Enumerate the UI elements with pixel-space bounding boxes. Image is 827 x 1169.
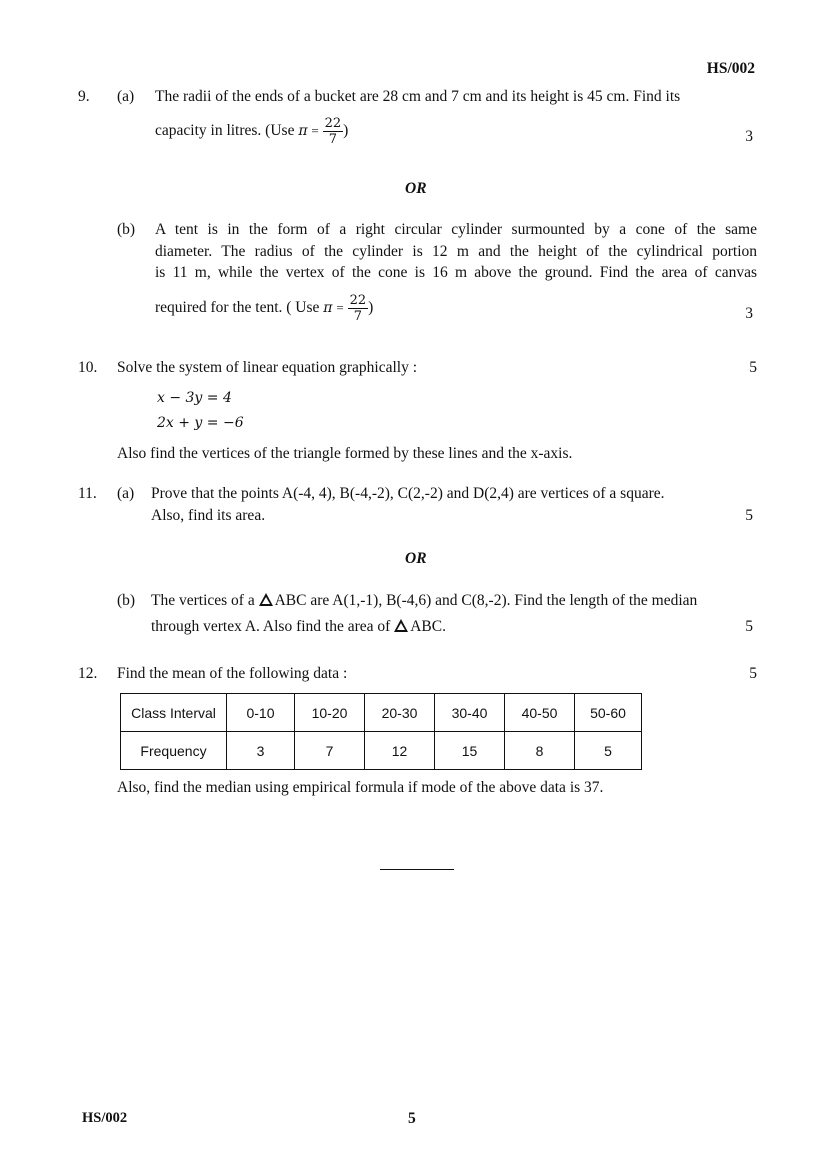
q11b-line2-post: ABC. — [410, 618, 446, 635]
table-cell: 20-30 — [365, 694, 435, 732]
marks: 5 — [745, 507, 753, 524]
triangle-icon — [394, 619, 408, 632]
or-separator: OR — [405, 180, 427, 197]
q9a-line2 — [155, 116, 348, 147]
q11b-line1-pre: The vertices of a — [151, 592, 255, 609]
equation-1: x − 3y = 4 — [157, 390, 232, 406]
q12-followup: Also, find the median using empirical formula if mode of the above data is 37. — [117, 779, 604, 796]
table-cell: 3 — [227, 732, 295, 770]
marks: 5 — [749, 665, 757, 682]
question-number: 9. — [78, 88, 90, 105]
q9b-line4 — [155, 293, 373, 324]
q10-text: Solve the system of linear equation graphically : — [117, 359, 418, 376]
q9b-line2: diameter. The radius of the cylinder is 12 m and the height of the cylindrical portion — [155, 243, 757, 260]
close-paren: ) — [368, 299, 374, 317]
header-code: HS/002 — [706, 60, 755, 77]
table-cell: 7 — [295, 732, 365, 770]
frequency-table — [120, 693, 642, 770]
fraction-22-7 — [348, 293, 369, 324]
fraction-22-7 — [323, 116, 344, 147]
part-label: (a) — [117, 485, 135, 502]
q11a-line1: Prove that the points A(-4, 4), B(-4,-2), C(2,-2) and D(2,4) are vertices of a square. — [151, 485, 665, 502]
equation-2: 2x + y = −6 — [157, 415, 244, 431]
q9b-text: required for the tent. ( Use — [155, 299, 320, 317]
table-row — [121, 732, 642, 770]
marks: 3 — [745, 305, 753, 322]
q12-text: Find the mean of the following data : — [117, 665, 348, 682]
fraction-numerator: 22 — [324, 116, 342, 131]
pi-symbol: π — [323, 300, 333, 317]
table-cell: 5 — [575, 732, 642, 770]
question-number: 10. — [78, 359, 98, 376]
marks: 3 — [745, 128, 753, 145]
marks: 5 — [745, 618, 753, 635]
q11b-line1 — [151, 592, 697, 610]
footer-code: HS/002 — [82, 1110, 128, 1126]
fraction-numerator: 22 — [349, 293, 367, 308]
question-number: 12. — [78, 665, 98, 682]
table-cell: Frequency — [121, 732, 227, 770]
question-number: 11. — [78, 485, 97, 502]
q11b-line2 — [151, 618, 446, 636]
table-cell: 0-10 — [227, 694, 295, 732]
fraction-denominator: 7 — [353, 309, 362, 324]
table-cell: 30-40 — [435, 694, 505, 732]
table-cell: 50-60 — [575, 694, 642, 732]
page-number: 5 — [408, 1110, 416, 1127]
table-cell: 40-50 — [505, 694, 575, 732]
part-label: (a) — [117, 88, 135, 105]
q11a-line2: Also, find its area. — [151, 507, 266, 524]
q10-followup: Also find the vertices of the triangle formed by these lines and the x-axis. — [117, 445, 573, 462]
q9b-line1: A tent is in the form of a right circular cylinder surmounted by a cone of the same — [155, 221, 757, 238]
pi-symbol: π — [298, 123, 308, 140]
equals-sign: = — [336, 300, 344, 316]
q9a-line1: The radii of the ends of a bucket are 28 cm and 7 cm and its height is 45 cm. Find its — [155, 88, 681, 105]
table-cell: 12 — [365, 732, 435, 770]
fraction-denominator: 7 — [328, 132, 338, 147]
triangle-icon — [259, 593, 273, 606]
q11b-line2-pre: through vertex A. Also find the area of — [151, 618, 391, 635]
q9a-text: capacity in litres. (Use — [155, 122, 295, 140]
or-separator: OR — [405, 550, 427, 567]
end-divider — [380, 869, 454, 870]
equals-sign: = — [311, 123, 319, 139]
marks: 5 — [749, 359, 757, 376]
close-paren: ) — [343, 122, 349, 140]
table-row — [121, 694, 642, 732]
part-label: (b) — [117, 221, 136, 238]
table-cell: 15 — [435, 732, 505, 770]
table-cell: Class Interval — [121, 694, 227, 732]
table-cell: 10-20 — [295, 694, 365, 732]
table-cell: 8 — [505, 732, 575, 770]
q9b-line3: is 11 m, while the vertex of the cone is 16 m above the ground. Find the area of canvas — [155, 264, 757, 281]
q11b-line1-post: ABC are A(1,-1), B(-4,6) and C(8,-2). Find the length of the median — [274, 592, 698, 609]
part-label: (b) — [117, 592, 136, 609]
